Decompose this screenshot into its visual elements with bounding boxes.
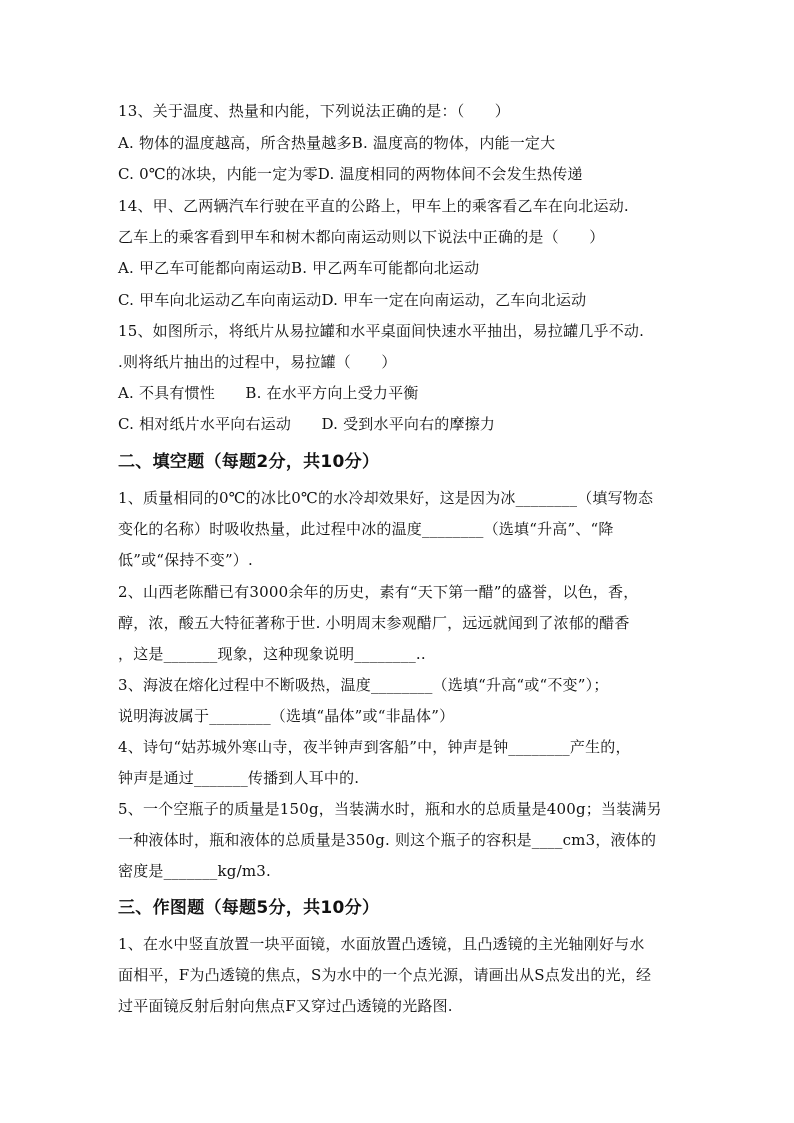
section-2-title: 二、填空题（每题2分，共10分）	[118, 452, 380, 472]
fill-question-3-line-2: 说明海波属于________（选填“晶体”或“非晶体”）	[118, 707, 455, 725]
fill-question-5-line-1: 5、一个空瓶子的质量是150g，当装满水时，瓶和水的总质量是400g；当装满另	[118, 800, 662, 818]
question-13-stem: 13、关于温度、热量和内能，下列说法正确的是：（ ）	[118, 102, 510, 120]
fill-question-1-line-3: 低”或“保持不变”）.	[118, 551, 253, 569]
question-15-stem-line-1: 15、如图所示，将纸片从易拉罐和水平桌面间快速水平抽出，易拉罐几乎不动.	[118, 322, 645, 340]
fill-question-1-line-1: 1、质量相同的0℃的冰比0℃的水冷却效果好，这是因为冰________（填写物态	[118, 489, 654, 507]
question-14-stem-line-2: 乙车上的乘客看到甲车和树木都向南运动则以下说法中正确的是（ ）	[118, 228, 605, 246]
fill-question-1-line-2: 变化的名称）时吸收热量，此过程中冰的温度________（选填“升高”、“降	[118, 520, 614, 538]
fill-question-4-line-2: 钟声是通过_______传播到人耳中的.	[118, 769, 360, 787]
fill-question-4-line-1: 4、诗句“姑苏城外寒山寺，夜半钟声到客船”中，钟声是钟________产生的，	[118, 738, 631, 756]
fill-question-2-line-2: 醇，浓，酸五大特征著称于世. 小明周末参观醋厂，远远就闻到了浓郁的醋香	[118, 614, 630, 632]
question-15-options-ab: A. 不具有惯性 B. 在水平方向上受力平衡	[118, 384, 419, 402]
question-14-stem-line-1: 14、甲、乙两辆汽车行驶在平直的公路上，甲车上的乘客看乙车在向北运动.	[118, 197, 629, 215]
fill-question-5-line-3: 密度是_______kg/m3.	[118, 862, 271, 880]
question-14-options-ab: A. 甲乙车可能都向南运动B. 甲乙两车可能都向北运动	[118, 259, 480, 277]
fill-question-2-line-3: ，这是_______现象，这种现象说明________..	[118, 645, 426, 663]
question-14-options-cd: C. 甲车向北运动乙车向南运动D. 甲车一定在向南运动，乙车向北运动	[118, 291, 587, 309]
question-15-options-cd: C. 相对纸片水平向右运动 D. 受到水平向右的摩擦力	[118, 415, 496, 433]
question-15-stem-line-2: .则将纸片抽出的过程中，易拉罐（ ）	[118, 353, 397, 371]
question-13-options-cd: C. 0℃的冰块，内能一定为零D. 温度相同的两物体间不会发生热传递	[118, 165, 583, 183]
section-3-title: 三、作图题（每题5分，共10分）	[118, 898, 380, 918]
drawing-question-1-line-1: 1、在水中竖直放置一块平面镜，水面放置凸透镜，且凸透镜的主光轴刚好与水	[118, 935, 645, 953]
question-13-options-ab: A. 物体的温度越高，所含热量越多B. 温度高的物体，内能一定大	[118, 134, 556, 152]
drawing-question-1-line-3: 过平面镜反射后射向焦点F又穿过凸透镜的光路图.	[118, 997, 453, 1015]
fill-question-3-line-1: 3、海波在熔化过程中不断吸热，温度________（选填“升高“或“不变”）；	[118, 676, 609, 694]
fill-question-5-line-2: 一种液体时，瓶和液体的总质量是350g. 则这个瓶子的容积是____cm3，液体的	[118, 831, 657, 849]
drawing-question-1-line-2: 面相平，F为凸透镜的焦点，S为水中的一个点光源，请画出从S点发出的光，经	[118, 966, 652, 984]
fill-question-2-line-1: 2、山西老陈醋已有3000余年的历史，素有“天下第一醋”的盛誉，以色，香，	[118, 583, 639, 601]
